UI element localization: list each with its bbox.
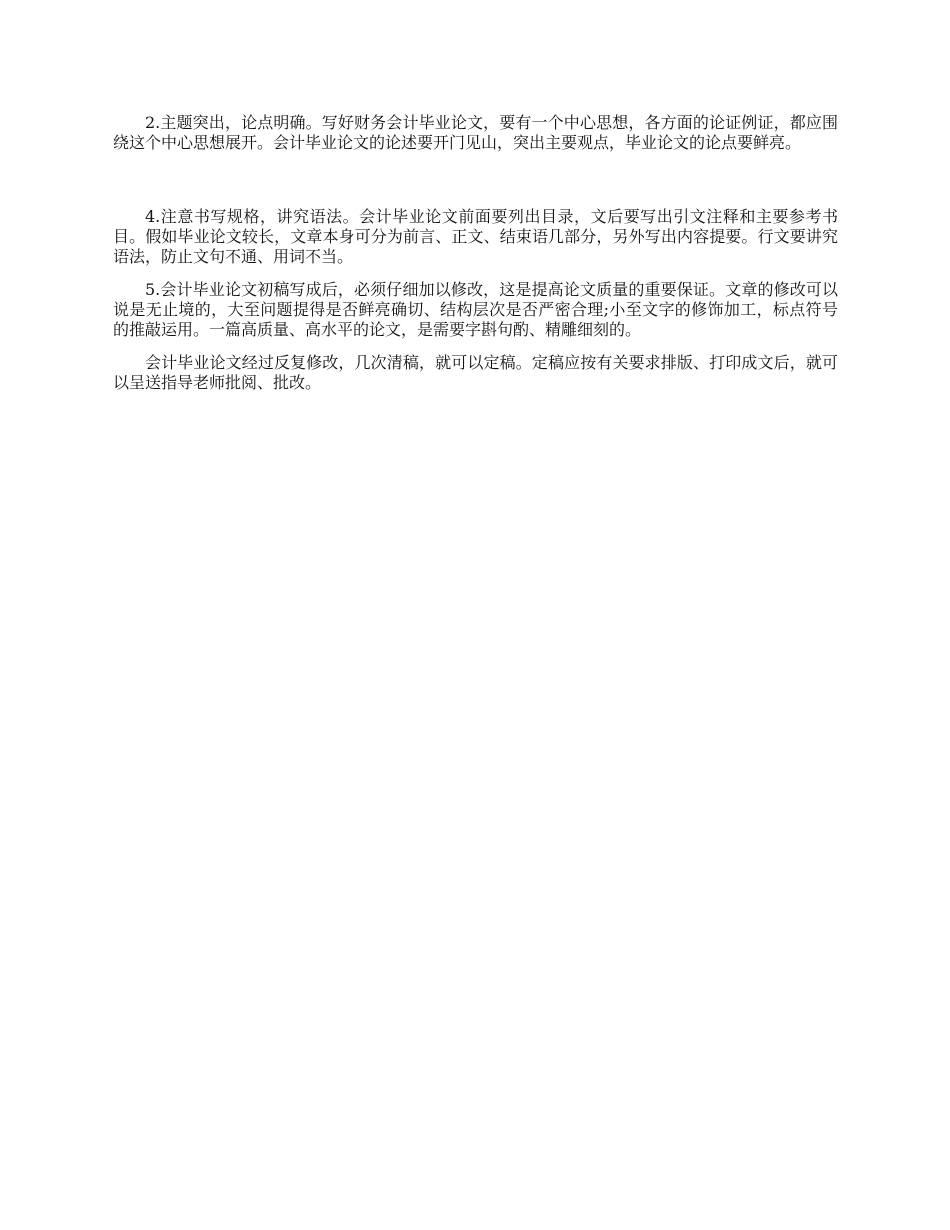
paragraph-point-2: 2.主题突出，论点明确。写好财务会计毕业论文，要有一个中心思想，各方面的论证例证，都应围绕这个中心思想展开。会计毕业论文的论述要开门见山，突出主要观点，毕业论文的论点要鲜亮。	[113, 113, 838, 152]
paragraph-conclusion: 会计毕业论文经过反复修改，几次清稿，就可以定稿。定稿应按有关要求排版、打印成文后，就可以呈送指导老师批阅、批改。	[113, 353, 838, 392]
paragraph-point-4: 4.注意书写规格，讲究语法。会计毕业论文前面要列出目录，文后要写出引文注释和主要参考书目。假如毕业论文较长，文章本身可分为前言、正文、结束语几部分，另外写出内容提要。行文要讲究语法，防止文句不通、用词不当。	[113, 207, 838, 266]
paragraph-point-5: 5.会计毕业论文初稿写成后，必须仔细加以修改，这是提高论文质量的重要保证。文章的修改可以说是无止境的，大至问题提得是否鲜亮确切、结构层次是否严密合理;小至文字的修饰加工，标点符号的推敲运用。一篇高质量、高水平的论文，是需要字斟句酌、精雕细刻的。	[113, 280, 838, 339]
document-body	[113, 113, 838, 393]
